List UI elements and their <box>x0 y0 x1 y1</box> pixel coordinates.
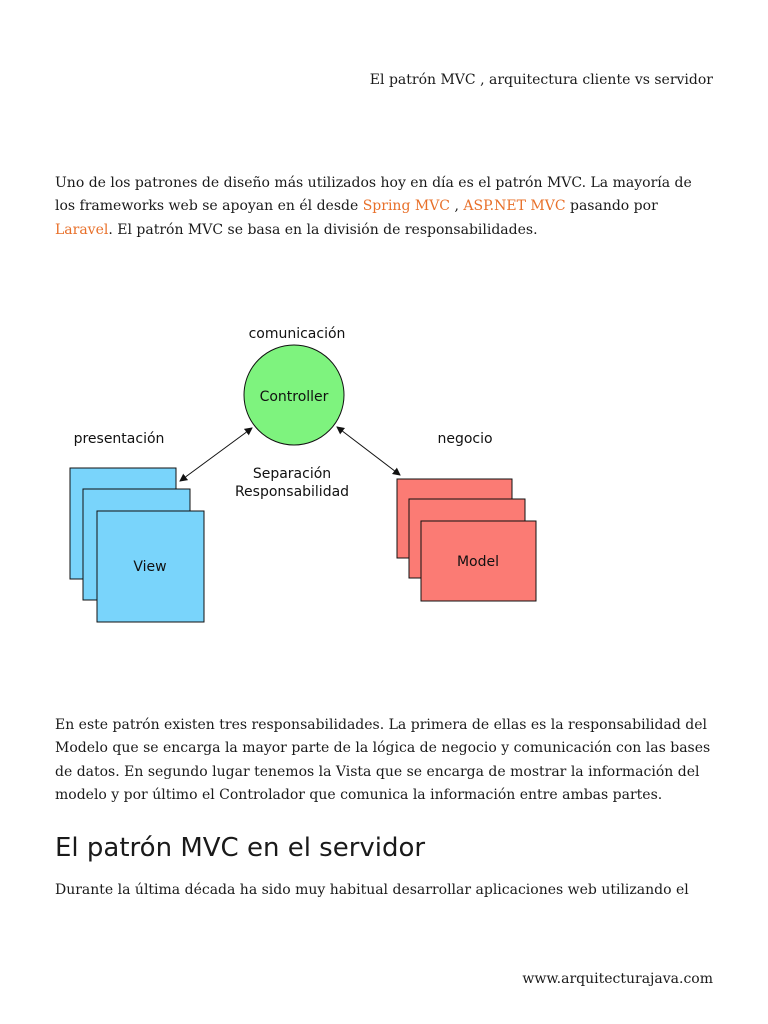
footer-url: www.arquitecturajava.com <box>522 971 713 987</box>
intro-text-3: pasando por <box>565 198 658 215</box>
responsabilidad-label: Responsabilidad <box>234 484 350 500</box>
section-paragraph: Durante la última década ha sido muy habitual desarrollar aplicaciones web utilizando el <box>55 882 689 898</box>
intro-text-4: . El patrón MVC se basa en la división de responsabilidades. <box>108 221 538 238</box>
controller-label: Controller <box>259 389 329 405</box>
separacion-label: Separación <box>252 466 332 482</box>
view-label: View <box>133 559 167 575</box>
intro-text-1: Uno de los patrones de diseño más utilizados hoy en día es el patrón MVC. La mayoría de los frameworks web se apoyan en él desde <box>55 175 692 215</box>
aspnet-mvc-link[interactable]: ASP.NET MVC <box>463 198 566 215</box>
section-heading: El patrón MVC en el servidor <box>55 833 426 863</box>
intro-text-2: , <box>450 198 464 215</box>
comunicacion-label: comunicación <box>248 326 346 342</box>
model-label: Model <box>456 554 500 570</box>
controller-model-connector <box>337 427 400 475</box>
responsibilities-paragraph: En este patrón existen tres responsabilidades. La primera de ellas es la responsabilidad del Modelo que se encarga la mayor parte de la lógica de negocio y comunicación con las bases de datos. En segundo lugar tenemos la Vista que se encarga de mostrar la información del modelo y por último el Controlador que comunica la información entre ambas partes. <box>55 717 711 803</box>
view-controller-connector <box>180 428 252 481</box>
laravel-link[interactable]: Laravel <box>55 221 109 238</box>
presentacion-label: presentación <box>73 431 165 447</box>
negocio-label: negocio <box>437 431 493 447</box>
spring-mvc-link[interactable]: Spring MVC <box>362 198 451 215</box>
document-header-title: El patrón MVC , arquitectura cliente vs servidor <box>369 72 713 88</box>
